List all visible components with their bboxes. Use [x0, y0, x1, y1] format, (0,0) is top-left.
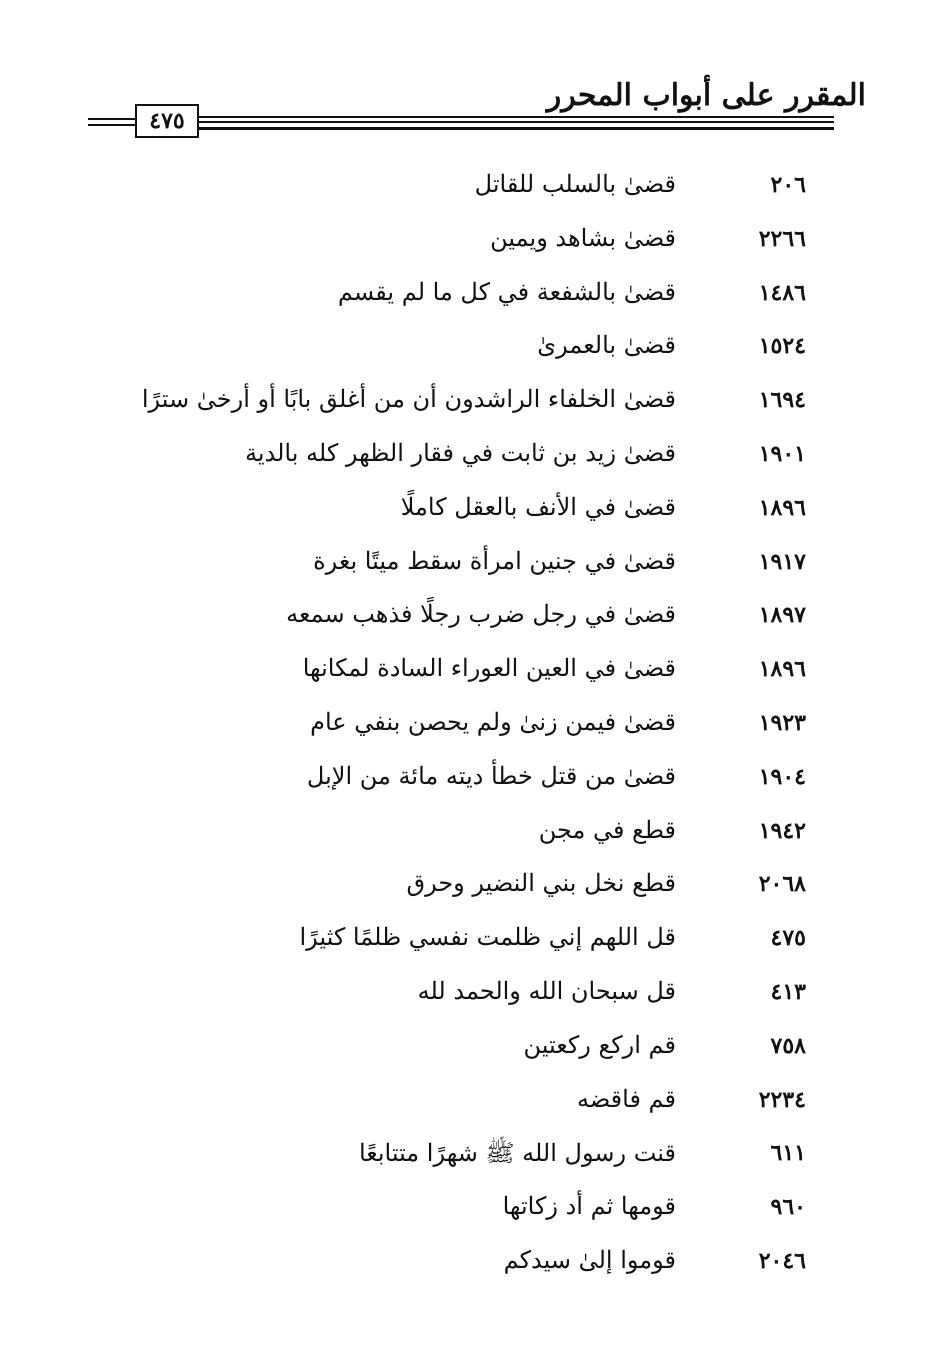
index-entry — [0, 592, 938, 646]
entry-text: قم فاقضه — [576, 1084, 676, 1113]
running-title: المقرر على أبواب المحرر — [546, 78, 866, 113]
index-entry — [0, 1184, 938, 1238]
entry-text: قضىٰ من قتل خطأ ديته مائة من الإبل — [306, 761, 676, 790]
entry-number: ١٩٢٣ — [758, 709, 806, 736]
index-entry — [0, 377, 938, 431]
entry-number: ١٥٢٤ — [758, 333, 806, 360]
entry-text: قضىٰ في جنين امرأة سقط ميتًا بغرة — [313, 546, 676, 575]
entry-text: قضىٰ في الأنف بالعقل كاملًا — [400, 492, 676, 521]
entry-number: ٢٠٤٦ — [758, 1247, 806, 1274]
index-entry — [0, 808, 938, 862]
header-rule — [199, 121, 834, 123]
entry-number: ١٤٨٦ — [758, 279, 806, 306]
header-rule — [88, 118, 136, 120]
entry-text: قضىٰ زيد بن ثابت في فقار الظهر كله بالدية — [244, 438, 676, 467]
index-entry — [0, 700, 938, 754]
entry-number: ١٨٩٦ — [758, 494, 806, 521]
entry-number: ١٩٠١ — [758, 440, 806, 467]
index-entry — [0, 1238, 938, 1292]
index-entry — [0, 485, 938, 539]
index-entry — [0, 969, 938, 1023]
entry-text: قومها ثم أد زكاتها — [502, 1192, 676, 1221]
entry-text: قضىٰ بالعمرىٰ — [537, 331, 676, 360]
entry-text: قنت رسول الله ﷺ شهرًا متتابعًا — [358, 1139, 676, 1168]
page-number: ٤٧٥ — [135, 104, 199, 138]
entry-number: ١٨٩٧ — [758, 602, 806, 629]
index-entry — [0, 162, 938, 216]
entry-text: قوموا إلىٰ سيدكم — [503, 1245, 676, 1274]
entry-number: ٢٠٦ — [770, 172, 806, 198]
header-rule — [88, 124, 136, 126]
entry-text: قضىٰ في رجل ضرب رجلًا فذهب سمعه — [286, 600, 676, 629]
entry-text: قم اركع ركعتين — [523, 1030, 676, 1059]
entry-text: قطع في مجن — [538, 815, 676, 844]
entry-text: قضىٰ في العين العوراء السادة لمكانها — [302, 654, 676, 683]
index-entry — [0, 323, 938, 377]
page-header — [0, 0, 938, 160]
index-entry — [0, 861, 938, 915]
index-entry — [0, 1077, 938, 1131]
entry-number: ١٦٩٤ — [758, 387, 806, 414]
index-entry — [0, 431, 938, 485]
entry-text: قطع نخل بني النضير وحرق — [406, 869, 676, 898]
index-entry — [0, 216, 938, 270]
entry-number: ٢٠٦٨ — [758, 871, 806, 898]
entry-number: ٢٢٦٦ — [758, 225, 806, 252]
index-entry — [0, 754, 938, 808]
entry-number: ١٩١٧ — [758, 548, 806, 575]
entry-number: ٦١١ — [770, 1140, 806, 1167]
entry-number: ٤١٣ — [770, 978, 806, 1005]
entry-text: قضىٰ فيمن زنىٰ ولم يحصن بنفي عام — [310, 707, 676, 736]
entry-text: قل اللهم إني ظلمت نفسي ظلمًا كثيرًا — [299, 923, 676, 952]
index-entry — [0, 1130, 938, 1184]
entry-number: ١٩٤٢ — [758, 817, 806, 844]
index-entry — [0, 1023, 938, 1077]
entry-number: ٢٢٣٤ — [758, 1086, 806, 1113]
index-entry — [0, 539, 938, 593]
entry-text: قضىٰ بالسلب للقاتل — [474, 170, 676, 198]
entry-number: ١٩٠٤ — [758, 763, 806, 790]
entry-number: ١٨٩٦ — [758, 656, 806, 683]
index-entry — [0, 646, 938, 700]
entry-text: قضىٰ بشاهد ويمين — [490, 223, 676, 252]
entry-number: ٩٦٠ — [770, 1194, 806, 1221]
index-entry — [0, 915, 938, 969]
entry-text: قضىٰ الخلفاء الراشدون أن من أغلق بابًا أو أرخىٰ سترًا — [141, 385, 676, 414]
header-rule — [199, 116, 834, 118]
index-list — [0, 162, 938, 1292]
entry-number: ٤٧٥ — [770, 925, 806, 952]
entry-text: قل سبحان الله والحمد لله — [417, 976, 676, 1005]
entry-number: ٧٥٨ — [770, 1032, 806, 1059]
header-rule — [199, 127, 834, 130]
index-entry — [0, 270, 938, 324]
entry-text: قضىٰ بالشفعة في كل ما لم يقسم — [337, 277, 676, 306]
